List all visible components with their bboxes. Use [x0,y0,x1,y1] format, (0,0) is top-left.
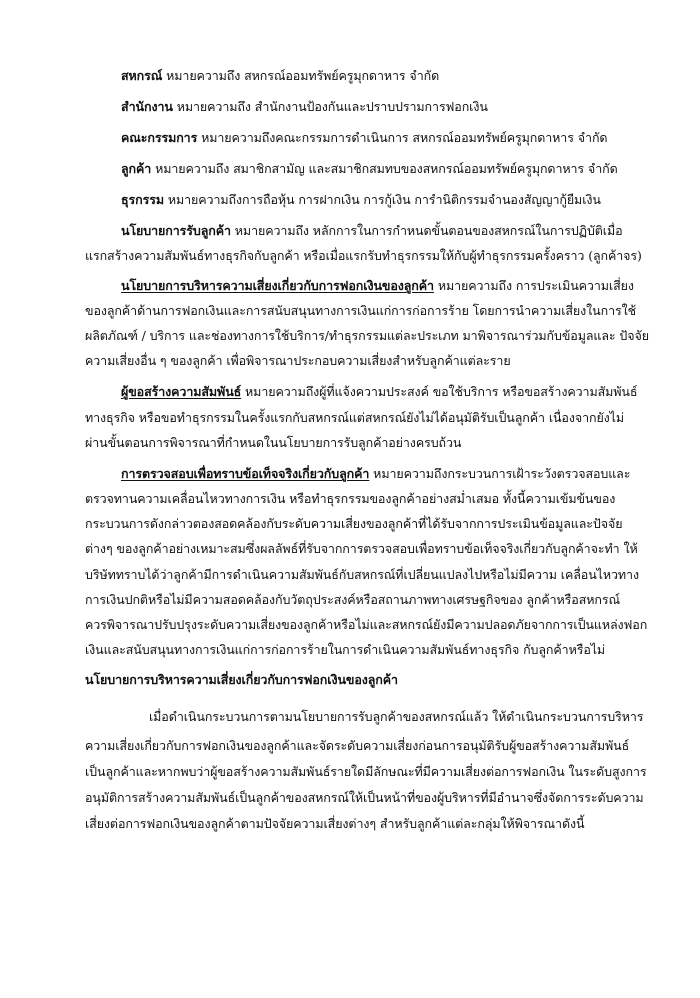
paragraph-line [121,223,623,239]
paragraph-line [121,278,634,294]
paragraph-line: บริษัททราบได้ว่าลูกค้ามีการดำเนินความสัมพันธ์กับสหกรณ์ที่เปลี่ยนแปลงไปหรือไม่มีความ เคลื่อนไหวทาง [85,567,639,582]
paragraph-text: หมายความถึงกระบวนการเฝ้าระวังตรวจสอบและ [369,466,631,481]
definition-term: สำนักงาน [121,99,173,114]
paragraph-line: ของลูกค้าด้านการฟอกเงินและการสนับสนุนทางการเงินแก่การก่อการร้าย โดยการนำความเสี่ยงในการใช้ [85,303,637,318]
paragraph-line: ตรวจทานความเคลื่อนไหวทางการเงิน หรือทำธุรกรรมของลูกค้าอย่างสม่ำเสมอ ทั้งนี้ความเข้มข้นของ [85,491,616,506]
paragraph-line: แรกสร้างความสัมพันธ์ทางธุรกิจกับลูกค้า หรือเมื่อแรกรับทำธุรกรรมให้กับผู้ทำธุรกรรมครั้งคราว (ลูกค้าจร) [85,248,642,263]
paragraph-line: ความเสี่ยงเกี่ยวกับการฟอกเงินของลูกค้าและจัดระดับความเสี่ยงก่อนการอนุมัติรับผู้ขอสร้างความสัมพันธ์ [85,738,630,753]
paragraph-line: กระบวนการดังกล่าวตองสอดคล้องกับระดับความเสี่ยงของลูกค้าที่ได้รับจากการประเมินข้อมูลและปัจจัย [85,516,623,531]
definition-line [121,130,607,146]
section-heading: นโยบายการบริหารความเสี่ยงเกี่ยวกับการฟอกเงินของลูกค้า [85,672,398,687]
definition-term: สหกรณ์ [121,68,163,83]
definition-line [121,99,488,115]
paragraph-line: ต่างๆ ของลูกค้าอย่างเหมาะสมซึ่งผลลัพธ์ที่รับจากการตรวจสอบเพื่อทราบข้อเท็จจริงเกี่ยวกับลูกค้าจะทำ ให้ [85,541,638,556]
definition-term: ลูกค้า [121,161,152,176]
definition-text: หมายความถึงคณะกรรมการดำเนินการ สหกรณ์ออมทรัพย์ครูมุกดาหาร จำกัด [197,130,608,145]
paragraph-term: ผู้ขอสร้างความสัมพันธ์ [121,384,242,399]
definition-text: หมายความถึง สมาชิกสามัญ และสมาชิกสมทบของสหกรณ์ออมทรัพย์ครูมุกดาหาร จำกัด [151,161,618,176]
paragraph-line: ทางธุรกิจ หรือขอทำธุรกรรมในครั้งแรกกับสหกรณ์แต่สหกรณ์ยังไม่ได้อนุมัติรับเป็นลูกค้า เนื่องจากยังไม่ [85,410,625,425]
paragraph-term: นโยบายการบริหารความเสี่ยงเกี่ยวกับการฟอกเงินของลูกค้า [121,278,434,293]
paragraph-term: นโยบายการรับลูกค้า [121,223,231,238]
paragraph-line: เป็นลูกค้าและหากพบว่าผู้ขอสร้างความสัมพันธ์รายใดมีลักษณะที่มีความเสี่ยงต่อการฟอกเงิน ในระดับสูงการ [85,764,647,779]
definition-line [121,161,618,177]
paragraph-line: เงินและสนับสนุนทางการเงินแก่การก่อการร้ายในการดำเนินความสัมพันธ์ทางธุรกิจ กับลูกค้าหรือไม่ [85,642,606,657]
definition-line [121,192,601,208]
definition-text: หมายความถึง สหกรณ์ออมทรัพย์ครูมุกดาหาร จำกัด [162,68,440,83]
paragraph-text: หมายความถึง หลักการในการกำหนดขั้นตอนของสหกรณ์ในการปฏิบัติเมื่อ [230,223,623,238]
paragraph-term: การตรวจสอบเพื่อทราบข้อเท็จจริงเกี่ยวกับลูกค้า [121,466,370,481]
paragraph-text: หมายความถึงผู้ที่แจ้งความประสงค์ ขอใช้บริการ หรือขอสร้างความสัมพันธ์ [241,384,638,399]
paragraph-line: การเงินปกติหรือไม่มีความสอดคล้องกับวัตถุประสงค์หรือสถานภาพทางเศรษฐกิจของ ลูกค้าหรือสหกรณ์ [85,592,620,607]
paragraph-line [121,384,637,400]
definition-line [121,68,439,84]
paragraph-line: เมื่อดำเนินกระบวนการตามนโยบายการรับลูกค้าของสหกรณ์แล้ว ให้ดำเนินกระบวนการบริหาร [149,709,644,724]
paragraph-line [121,466,630,482]
paragraph-line: ผ่านขั้นตอนการพิจารณาที่กำหนดในนโยบายการรับลูกค้าอย่างครบถ้วน [85,435,462,450]
definition-term: ธุรกรรม [121,192,164,207]
paragraph-line: ควรพิจารณาปรับปรุงระดับความเสี่ยงของลูกค้าหรือไม่และสหกรณ์ยังมีความปลอดภัยจากการเป็นแหล่งฟอก [85,617,648,632]
definition-text: หมายความถึงการถือหุ้น การฝากเงิน การกู้เงิน การำนิติกรรมจำนองสัญญากู้ยืมเงิน [163,192,601,207]
paragraph-line: เสี่ยงต่อการฟอกเงินของลูกค้าตามปัจจัยความเสี่ยงต่างๆ สำหรับลูกค้าแต่ละกลุ่มให้พิจารณาดังนี้ [85,816,585,831]
paragraph-line: ผลิตภัณฑ์ / บริการ และช่องทางการใช้บริการ/ทำธุรกรรมแต่ละประเภท มาพิจารณาร่วมกับข้อมูลและ ปัจจัย [85,328,649,343]
paragraph-line: อนุมัติการสร้างความสัมพันธ์เป็นลูกค้าของสหกรณ์ให้เป็นหน้าที่ของผู้บริหารที่มีอำนาจซึ่งจัดการระดับความ [85,790,644,805]
paragraph-text: หมายความถึง การประเมินความเสี่ยง [433,278,634,293]
definition-text: หมายความถึง สำนักงานป้องกันและปราบปรามการฟอกเงิน [172,99,488,114]
paragraph-line: ความเสี่ยงอื่น ๆ ของลูกค้า เพื่อพิจารณาประกอบความเสี่ยงสำหรับลูกค้าแต่ละราย [85,353,511,368]
definition-term: คณะกรรมการ [121,130,198,145]
